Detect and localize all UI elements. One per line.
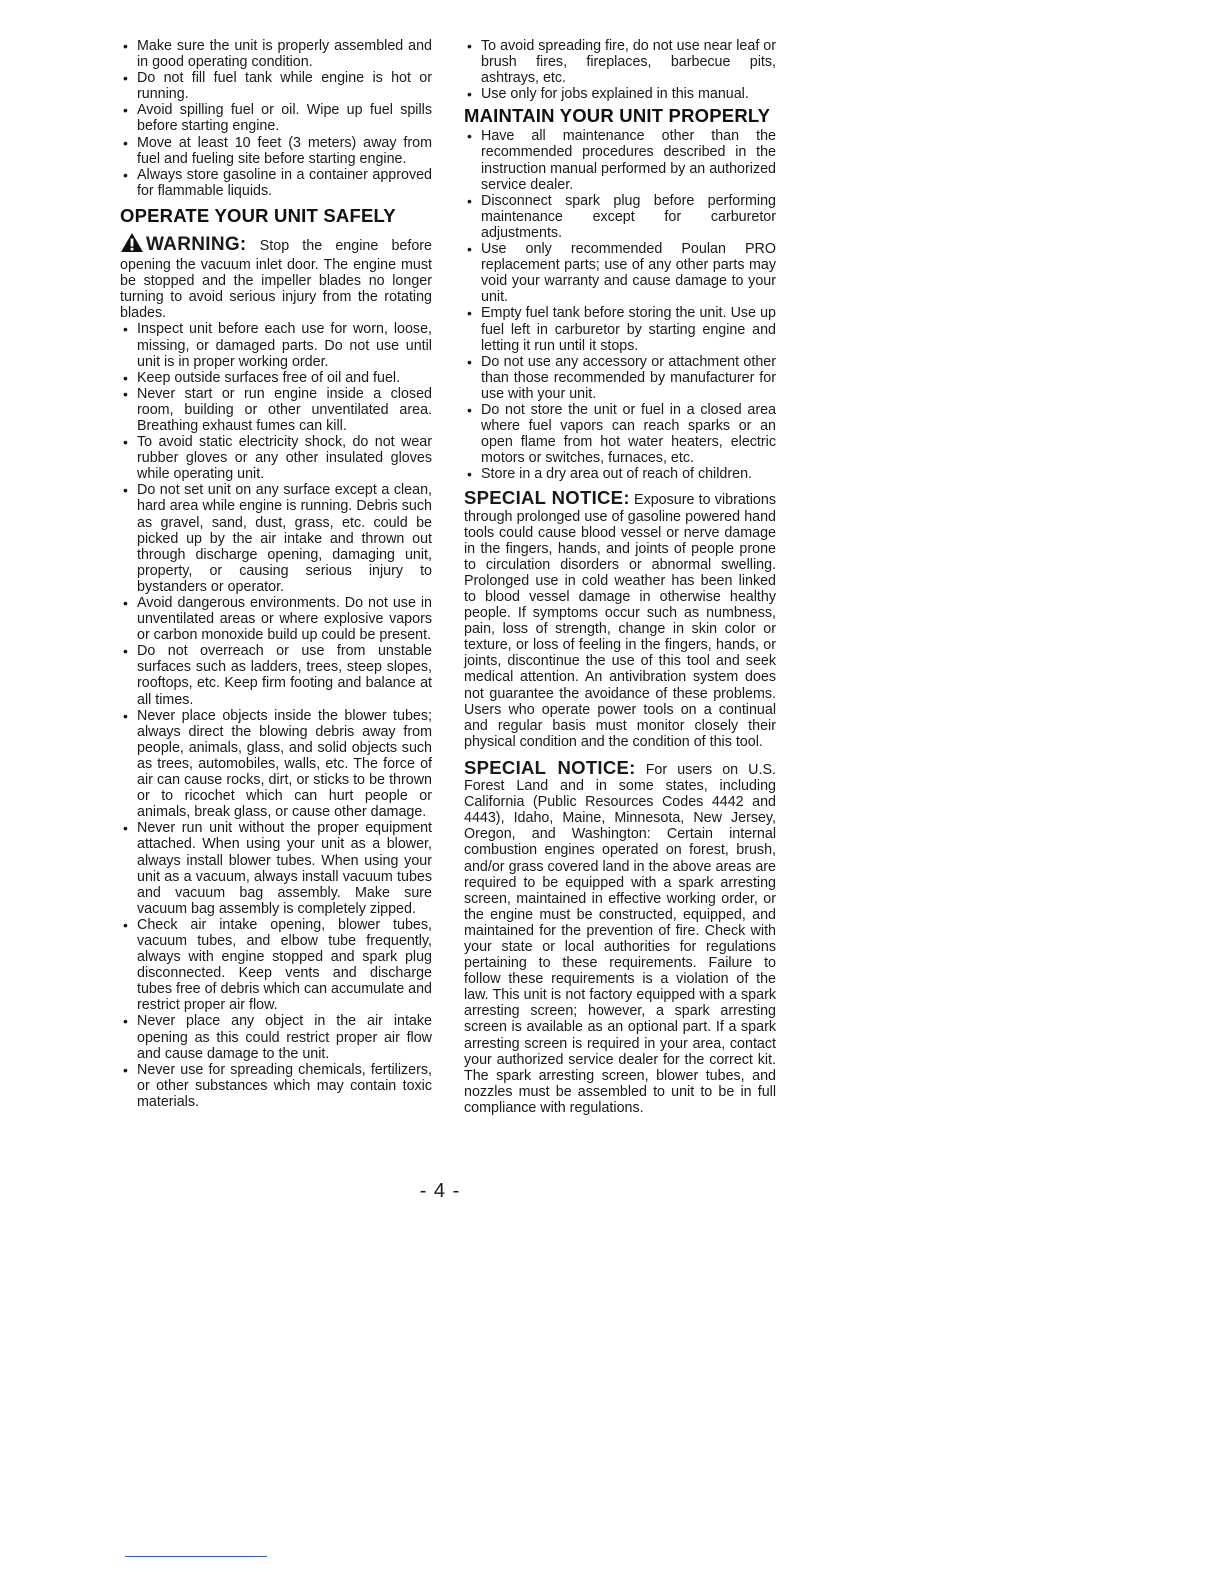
list-item: • Inspect unit before each use for worn, loose, missing, or damaged parts. Do not use until unit is in proper working order. <box>120 321 432 369</box>
right-column <box>464 38 776 1116</box>
list-item: • Do not set unit on any surface except a clean, hard area while engine is running. Debris such as gravel, sand, dust, grass, etc. could be picked up by the air intake and thrown out through discharge opening, damaging unit, property, or causing serious injury to bystanders or operator. <box>120 482 432 595</box>
maintenance-list <box>464 128 776 482</box>
maintain-heading: MAINTAIN YOUR UNIT PROPERLY <box>464 105 771 127</box>
list-item: • Never use for spreading chemicals, fertilizers, or other substances which may contain toxic materials. <box>120 1062 432 1110</box>
notice-text: For users on U.S. Forest Land and in some states, including California (Public Resources Codes 4442 and 4443), Idaho, Maine, Minnesota, New Jersey, Oregon, and Washington: Certain internal combustion engines operated on forest, brush, and/or grass covered land in the above areas are required to be equipped with a spark arresting screen, maintained in effective working order, or the engine must be constructed, equipped, and maintained for the prevention of fire. Check with your state or local authorities for regulations pertaining to these requirements. Failure to follow these requirements is a violation of the law. This unit is not factory equipped with a spark arresting screen; however, a spark arresting screen is available as an optional part. If a spark arresting screen is required in your area, contact your authorized service dealer for the correct kit. The spark arresting screen, blower tubes, and nozzles must be assembled to unit to be in full compliance with regulations. <box>464 761 776 1116</box>
list-item: • Do not store the unit or fuel in a closed area where fuel vapors can reach sparks or an open flame from hot water heaters, electric motors or switches, furnaces, etc. <box>464 402 776 466</box>
list-item: • Do not overreach or use from unstable surfaces such as ladders, trees, steep slopes, rooftops, etc. Keep firm footing and balance at all times. <box>120 643 432 707</box>
list-item: • Never run unit without the proper equipment attached. When using your unit as a blower, always install blower tubes. When using your unit as a vacuum, always install vacuum tubes and vacuum bag assembly. Make sure vacuum bag assembly is completely zipped. <box>120 820 432 917</box>
list-item: • Store in a dry area out of reach of children. <box>464 466 776 482</box>
notice-label: SPECIAL NOTICE: <box>464 756 636 778</box>
list-item: • Keep outside surfaces free of oil and fuel. <box>120 370 432 386</box>
vibration-notice <box>464 487 776 750</box>
list-item: • Have all maintenance other than the recommended procedures described in the instruction manual performed by an authorized service dealer. <box>464 128 776 192</box>
fire-safety-list <box>464 38 776 102</box>
list-item: • Make sure the unit is properly assembled and in good operating condition. <box>120 38 432 70</box>
warning-paragraph <box>120 232 432 321</box>
list-item: • Always store gasoline in a container approved for flammable liquids. <box>120 167 432 199</box>
notice-label: SPECIAL NOTICE: <box>464 487 630 509</box>
spark-arrestor-notice <box>464 756 776 1116</box>
warning-label: WARNING: <box>146 233 247 255</box>
notice-text: Exposure to vibrations through prolonged use of gasoline powered hand tools could cause blood vessel or nerve damage in the fingers, hands, and joints of people prone to circulation disorders or abnormal swelling. Prolonged use in cold weather has been linked to blood vessel damage in otherwise healthy people. If symptoms occur such as numbness, pain, loss of strength, change in skin color or texture, or loss of feeling in the fingers, hands, or joints, discontinue the use of this tool and seek medical attention. An antivibration system does not guarantee the avoidance of these problems. Users who operate power tools on a continual and regular basis must monitor closely their physical condition and the condition of this tool. <box>464 492 776 750</box>
left-column <box>120 38 432 1110</box>
list-item: • Move at least 10 feet (3 meters) away from fuel and fueling site before starting engine. <box>120 135 432 167</box>
list-item: • Never place objects inside the blower tubes; always direct the blowing debris away from people, animals, glass, and solid objects such as trees, automobiles, walls, etc. The force of air can cause rocks, dirt, or sticks to be thrown or to ricochet which can hurt people or animals, break glass, or cause other damage. <box>120 708 432 821</box>
list-item: • Check air intake opening, blower tubes, vacuum tubes, and elbow tube frequently, always with engine stopped and spark plug disconnected. Keep vents and discharge tubes free of debris which can accumulate and restrict proper air flow. <box>120 917 432 1014</box>
operate-safety-list <box>120 321 432 1110</box>
list-item: • Never start or run engine inside a closed room, building or other unventilated area. Breathing exhaust fumes can kill. <box>120 386 432 434</box>
fuel-safety-list <box>120 38 432 199</box>
list-item: • Avoid dangerous environments. Do not use in unventilated areas or where explosive vapors or carbon monoxide build up could be present. <box>120 595 432 643</box>
list-item: • Do not fill fuel tank while engine is hot or running. <box>120 70 432 102</box>
list-item: • Never place any object in the air intake opening as this could restrict proper air flow and cause damage to the unit. <box>120 1013 432 1061</box>
footer-divider <box>125 1556 267 1557</box>
list-item: • To avoid static electricity shock, do not wear rubber gloves or any other insulated gloves while operating unit. <box>120 434 432 482</box>
list-item: • Avoid spilling fuel or oil. Wipe up fuel spills before starting engine. <box>120 102 432 134</box>
list-item: • To avoid spreading fire, do not use near leaf or brush fires, fireplaces, barbecue pits, ashtrays, etc. <box>464 38 776 86</box>
warning-text: Stop the engine before opening the vacuum inlet door. The engine must be stopped and the impeller blades no longer turning to avoid serious injury from the rotating blades. <box>120 237 432 322</box>
list-item: • Do not use any accessory or attachment other than those recommended by manufacturer for use with your unit. <box>464 354 776 402</box>
page-number: - 4 - <box>419 1180 461 1202</box>
warning-triangle-icon <box>120 232 144 257</box>
operate-heading: OPERATE YOUR UNIT SAFELY <box>120 204 396 226</box>
list-item: • Use only for jobs explained in this manual. <box>464 86 776 102</box>
list-item: • Empty fuel tank before storing the unit. Use up fuel left in carburetor by starting engine and letting it run until it stops. <box>464 305 776 353</box>
list-item: • Use only recommended Poulan PRO replacement parts; use of any other parts may void your warranty and cause damage to your unit. <box>464 241 776 305</box>
list-item: • Disconnect spark plug before performing maintenance except for carburetor adjustments. <box>464 193 776 241</box>
